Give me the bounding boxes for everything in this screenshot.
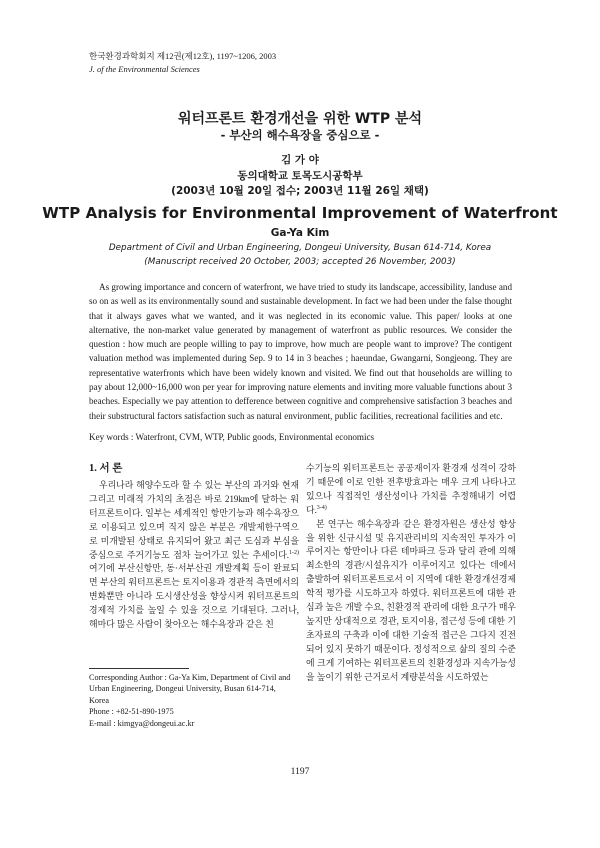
page-number: 1197: [290, 767, 310, 777]
english-author: Ga-Ya Kim: [270, 227, 330, 239]
abstract: As growing importance and concern of waterfront, we have tried to study its landscape, accessibility, landuse and so on as well as its environmentally sound and sustainable development. In fact we had been under the false thought that it always gaves what we wanted, and it was neglected in its economic value. This paper/ looks at one alternative, the non-market value generated by management of waterfront as public resources. We consider the question : how much are people willing to pay to improve, how much are people want to improve? The contigent valuation method was implemented during Sep. 9 to 14 in 3 beaches ; haeundae, Gwangarni, Songjeong. They are representative waterfronts which have been widely known and visited. We find out that households are willing to pay about 12,000~16,000 won per year for improving nature elements and inviting more valuable functions about 3 beaches. Especially we pay attention to defference between cognitive and comprehensive satisfaction 3 beaches and their substructural factors satisfaction such as natural environment, public facilities, recreational facilities and etc.: [89, 282, 512, 421]
keywords: Key words : Waterfront, CVM, WTP, Public goods, Environmental economics: [89, 432, 375, 442]
corresponding-author-footnote: [89, 672, 294, 729]
intro-paragraph-1-text-b: 여기에 부산신항만, 동·서부산권 개발계획 등이 완료되면 부산의 워터프론트는 토지이용과 경관적 측면에서의 변화뿐만 아니라 도시생산성을 향상시켜 워터프론트의 경제적 가치를 높일 수 있을 것으로 기대된다. 그러나, 해마다 많은 사람이 찾아오는 해수욕장과 같은 친: [89, 563, 299, 630]
footnote-email: E-mail : kimgya@dongeui.ac.kr: [89, 718, 195, 728]
journal-name: J. of the Environmental Sciences: [89, 64, 200, 74]
intro-paragraph-1: [89, 479, 299, 632]
english-affiliation: Department of Civil and Urban Engineering, Dongeui University, Busan 614-714, Korea: [108, 243, 492, 253]
english-title: WTP Analysis for Environmental Improvement of Waterfront: [42, 204, 558, 222]
journal-citation: 한국환경과학회지 제12권(제12호), 1197~1206, 2003: [89, 51, 277, 61]
citation-ref: 3-4): [316, 504, 327, 511]
intro-paragraph-1-text-a: 우리나라 해양수도라 할 수 있는 부산의 과거와 현재 그리고 미래적 가치의 초점은 바로 219km에 달하는 워터프론트이다. 일부는 세계적인 항만기능과 해수욕장으로 이용되고 있으며 직지 않은 부분은 개발제한구역으로 미개발된 상태로 유지되어 왔고 최근 도심과 부심을 중심으로 주거기능도 점차 늘어가고 있는 추세이다.: [89, 480, 299, 560]
footnote-author: Corresponding Author : Ga-Ya Kim, Department of Civil and Urban Engineering, Dongeui University, Busan 614-714, Korea: [89, 673, 291, 705]
footnote-rule: [89, 668, 189, 669]
journal-header: [89, 50, 276, 76]
korean-dates: (2003년 10월 20일 접수; 2003년 11월 26일 채택): [171, 185, 429, 197]
right-column: [306, 462, 516, 685]
korean-subtitle: - 부산의 해수욕장을 중심으로 -: [220, 128, 380, 142]
manuscript-dates: (Manuscript received 20 October, 2003; accepted 26 November, 2003): [144, 257, 456, 267]
intro-paragraph-1-continued: [306, 462, 516, 518]
korean-affiliation: 동의대학교 토목도시공학부: [237, 170, 363, 182]
korean-title: 워터프론트 환경개선을 위한 WTP 분석: [177, 111, 423, 127]
left-column: [89, 462, 299, 632]
footnote-phone: Phone : +82-51-890-1975: [89, 707, 174, 717]
section-heading-introduction: 1. 서 론: [89, 463, 123, 474]
citation-ref: 1-2): [289, 549, 299, 556]
intro-paragraph-2: 본 연구는 해수욕장과 같은 환경자원은 생산성 향상을 위한 신규시설 및 유지관리비의 지속적인 투자가 이루어지는 항만이나 다른 테마파크 등과 달리 관에 의해 최소한의 경관/시설유지가 이루어지고 있다는 데에서 출발하여 워터프론트로서 이 지역에 대한 환경개선경제학적 평가를 시도하고자 하였다. 워터프론트에 대한 관심과 높은 개발 수요, 친환경적 관리에 대한 요구가 매우 높지만 상대적으로 경관, 토지이용, 접근성 등에 대한 기초자료의 구축과 이에 대한 기술적 접근은 그다지 진전되어 있지 못하기 때문이다. 정성적으로 삶의 질의 수준에 크게 기여하는 워터프론트의 친환경성과 지속가능성을 높이기 위한 근거로서 계량분석을 시도하였는: [306, 518, 516, 682]
intro-continued-text: 수기능의 워터프론트는 공공재이자 환경재 성격이 강하기 때문에 이로 인한 전후방효과는 매우 크게 나타나고 있으나 직접적인 생산성이나 가치를 추정해내기 어렵다.: [306, 463, 516, 515]
korean-author: 김 가 야: [281, 154, 319, 166]
